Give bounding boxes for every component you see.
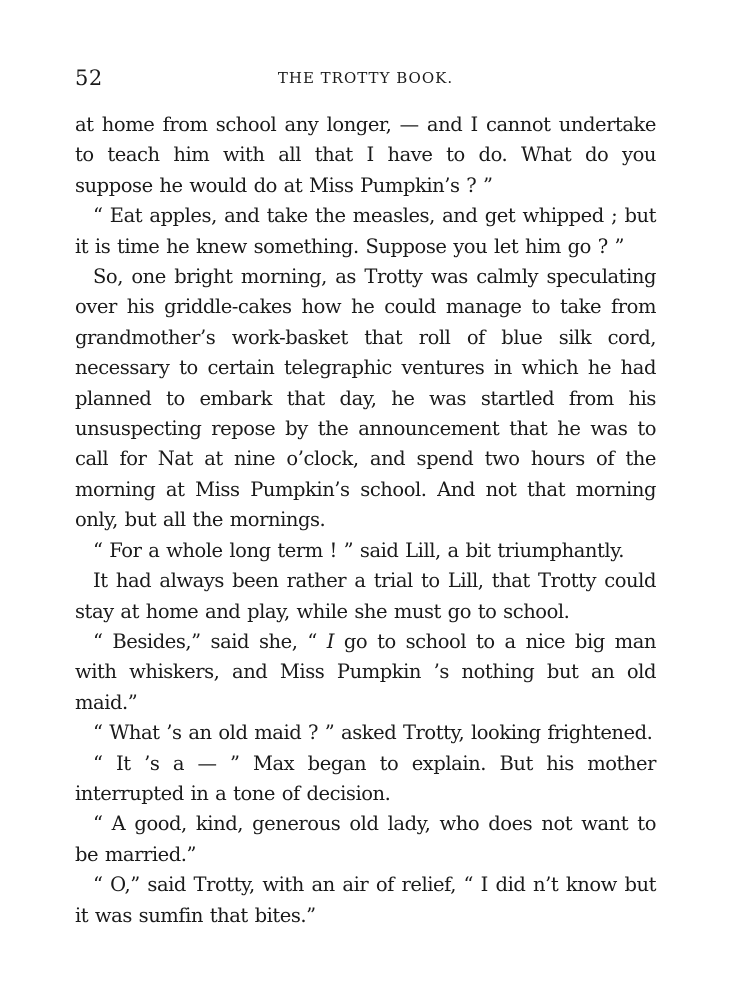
- paragraph-text: It had always been rather a trial to Lill, that Trotty could stay at home and play, while she must go to school.: [75, 569, 656, 623]
- page-number: 52: [75, 66, 103, 90]
- paragraph: [75, 627, 656, 718]
- paragraph-text: “ It ’s a — ” Max began to explain. But his mother interrupted in a tone of decision.: [75, 751, 656, 805]
- paragraph: [75, 749, 656, 810]
- body-text: [75, 110, 656, 931]
- paragraph-text: at home from school any longer, — and I cannot undertake to teach him with all that I have to do. What do you suppose he would do at Miss Pumpkin’s ? ”: [75, 113, 656, 197]
- paragraph: [75, 809, 656, 870]
- paragraph: [75, 201, 656, 262]
- paragraph-text: “ O,” said Trotty, with an air of relief, “ I did n’t know but it was sumfin that bites.”: [75, 873, 656, 927]
- paragraph-text: “ Eat apples, and take the measles, and get whipped ; but it is time he knew something. Suppose you let him go ? ”: [75, 204, 656, 258]
- paragraph-text: “ Besides,” said she, “: [93, 629, 327, 653]
- paragraph: [75, 566, 656, 627]
- paragraph: [75, 718, 656, 748]
- paragraph: [75, 536, 656, 566]
- paragraph: [75, 262, 656, 536]
- paragraph-text: “ For a whole long term ! ” said Lill, a bit triumphantly.: [93, 538, 624, 562]
- book-page: [75, 66, 656, 931]
- paragraph-text: So, one bright morning, as Trotty was calmly speculating over his griddle-cakes how he could manage to take from grandmother’s work-basket that roll of blue silk cord, necessary to certain telegraphic ventures in which he had planned to embark that day, he was startled from his unsuspecting repose by the announcement that he was to call for Nat at nine o’clock, and spend two hours of the morning at Miss Pumpkin’s school. And not that morning only, but all the mornings.: [75, 265, 656, 532]
- page-header: [75, 66, 656, 96]
- italic-text: I: [326, 629, 334, 653]
- paragraph-text: “ A good, kind, generous old lady, who does not want to be married.”: [75, 812, 656, 866]
- paragraph: [75, 870, 656, 931]
- running-head: THE TROTTY BOOK.: [277, 69, 454, 87]
- paragraph: [75, 110, 656, 201]
- paragraph-text: go to school to a nice big man with whiskers, and Miss Pumpkin ’s nothing but an old maid.”: [75, 629, 656, 714]
- paragraph-text: “ What ’s an old maid ? ” asked Trotty, looking frightened.: [93, 721, 653, 745]
